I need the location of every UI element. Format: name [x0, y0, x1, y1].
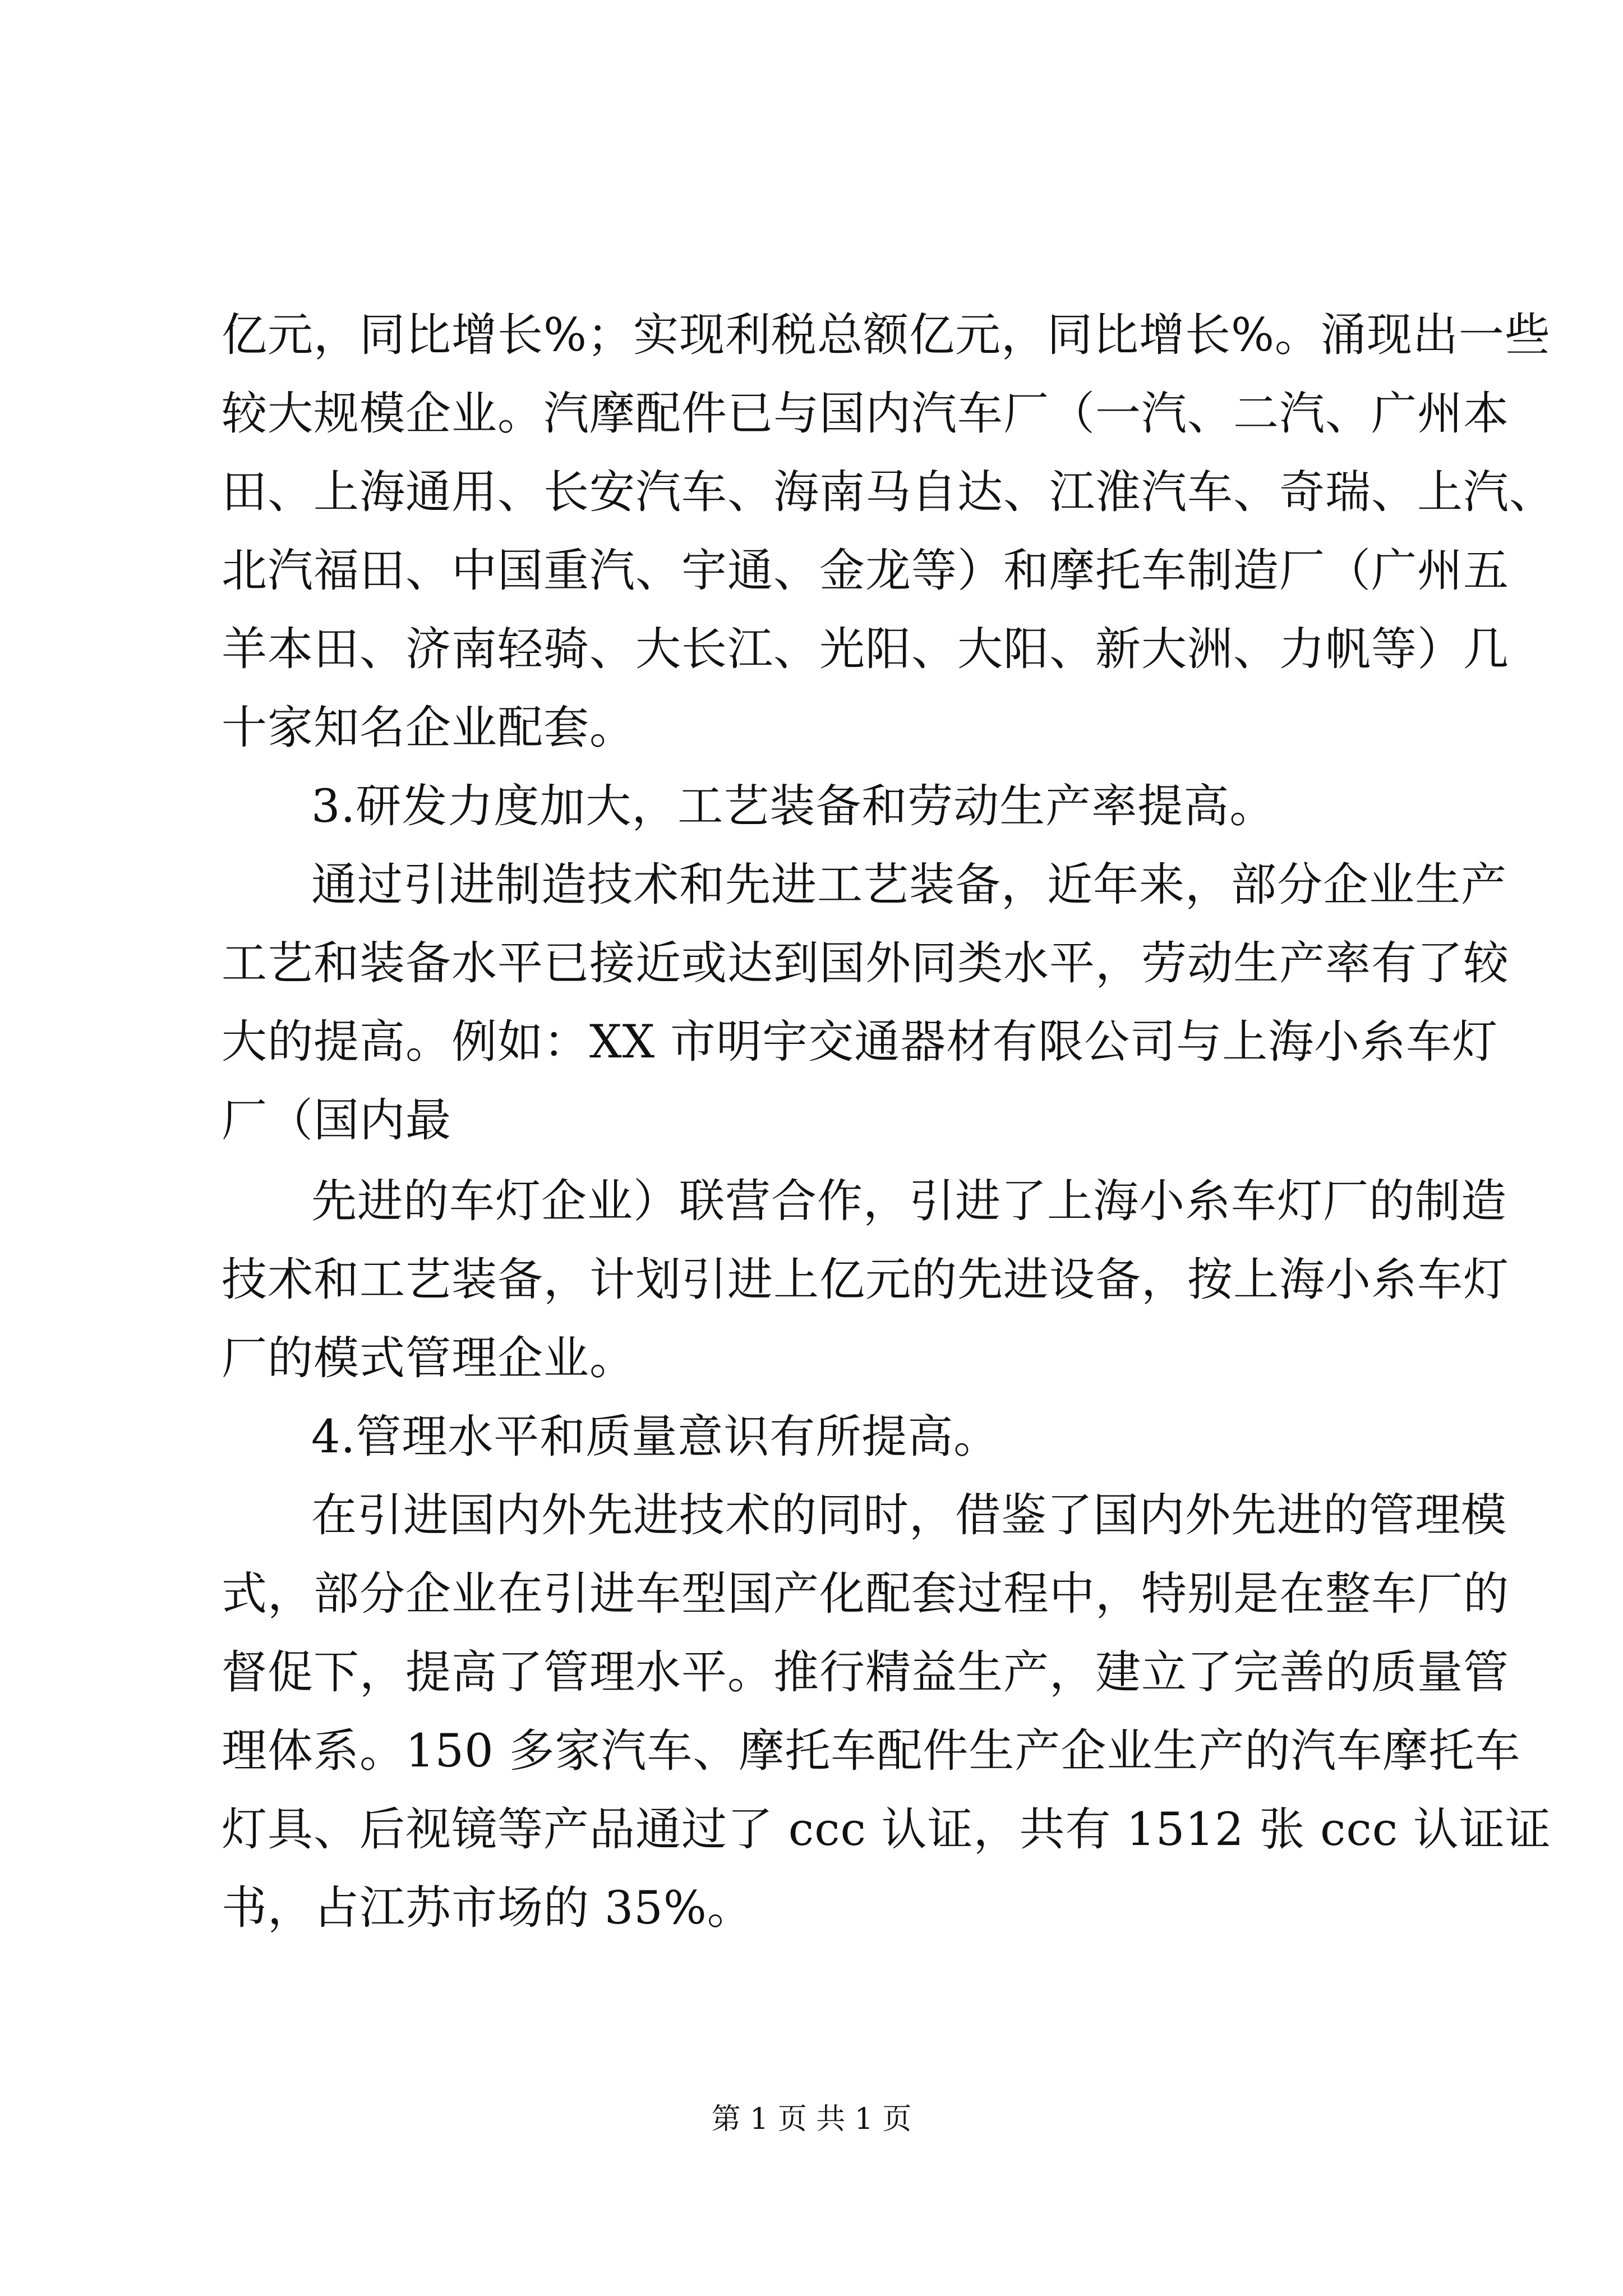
paragraph-line: 式，部分企业在引进车型国产化配套过程中，特别是在整车厂的: [222, 1568, 1510, 1621]
page-number-footer: 第 1 页 共 1 页: [711, 2102, 912, 2136]
paragraph-line: 技术和工艺装备，计划引进上亿元的先进设备，按上海小糸车灯: [222, 1254, 1510, 1306]
paragraph-line: 厂的模式管理企业。: [222, 1332, 636, 1385]
paragraph-line: 田、上海通用、长安汽车、海南马自达、江淮汽车、奇瑞、上汽、: [222, 466, 1556, 519]
section-heading: 3.研发力度加大，工艺装备和劳动生产率提高。: [311, 780, 1276, 833]
paragraph-line: 理体系。150 多家汽车、摩托车配件生产企业生产的汽车摩托车: [222, 1725, 1521, 1778]
paragraph-line: 工艺和装备水平已接近或达到国外同类水平，劳动生产率有了较: [222, 937, 1510, 990]
paragraph-line: 羊本田、济南轻骑、大长江、光阳、大阳、新大洲、力帆等）几: [222, 623, 1510, 676]
paragraph-line: 厂（国内最: [222, 1094, 452, 1147]
paragraph-line: 通过引进制造技术和先进工艺装备，近年来，部分企业生产: [311, 859, 1507, 912]
paragraph-line: 大的提高。例如：XX 市明宇交通器材有限公司与上海小糸车灯: [222, 1016, 1498, 1069]
paragraph-line: 北汽福田、中国重汽、宇通、金龙等）和摩托车制造厂（广州五: [222, 545, 1510, 597]
paragraph-line: 亿元，同比增长%；实现利税总额亿元，同比增长%。涌现出一些: [222, 309, 1551, 362]
paragraph-line: 书，占江苏市场的 35%。: [222, 1882, 753, 1935]
paragraph-line: 较大规模企业。汽摩配件已与国内汽车厂（一汽、二汽、广州本: [222, 388, 1510, 440]
paragraph-line: 督促下，提高了管理水平。推行精益生产，建立了完善的质量管: [222, 1646, 1510, 1699]
paragraph-line: 十家知名企业配套。: [222, 702, 636, 754]
paragraph-line: 先进的车灯企业）联营合作，引进了上海小糸车灯厂的制造: [311, 1175, 1507, 1228]
paragraph-line: 灯具、后视镜等产品通过了 ccc 认证，共有 1512 张 ccc 认证证: [222, 1803, 1551, 1856]
section-heading: 4.管理水平和质量意识有所提高。: [311, 1411, 1000, 1464]
paragraph-line: 在引进国内外先进技术的同时，借鉴了国内外先进的管理模: [311, 1489, 1507, 1542]
